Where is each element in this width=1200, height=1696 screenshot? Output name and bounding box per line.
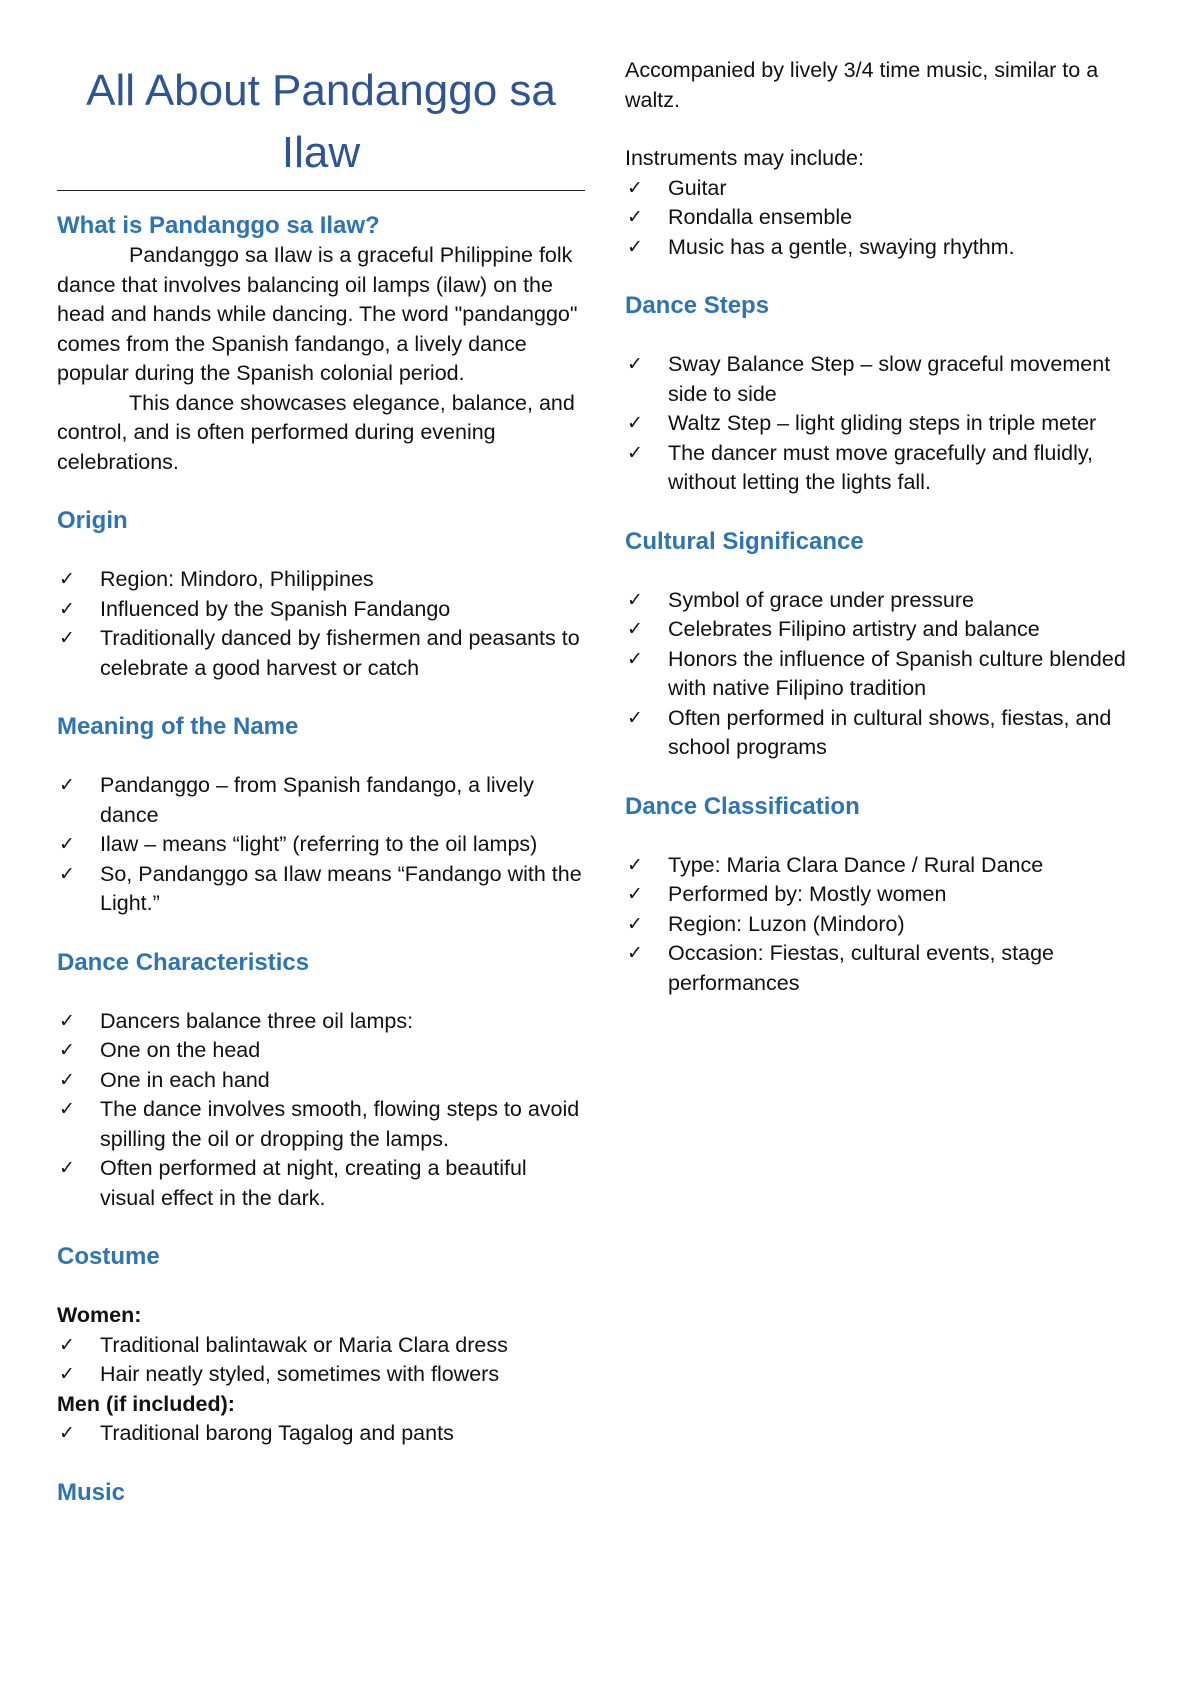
checkmark-icon: ✓ xyxy=(59,1157,75,1179)
checkmark-icon: ✓ xyxy=(627,206,643,228)
list-item xyxy=(625,645,1145,704)
costume-men-list xyxy=(57,1419,585,1449)
checkmark-icon: ✓ xyxy=(627,706,643,729)
list-item-text: So, Pandanggo sa Ilaw means “Fandango with the Light.” xyxy=(100,861,582,915)
checkmark-icon: ✓ xyxy=(59,1098,75,1120)
list-item xyxy=(57,1036,585,1066)
left-column xyxy=(57,0,585,1508)
list-item xyxy=(57,1095,585,1154)
what-paragraph-1: Pandanggo sa Ilaw is a graceful Philippine folk dance that involves balancing oil lamps (ilaw) on the head and hands while dancing. The word "pandanggo" comes from the Spanish fandango, a lively dance popular during the Spanish colonial period. xyxy=(57,243,578,385)
heading-dance-classification: Dance Classification xyxy=(625,792,860,820)
list-item xyxy=(57,1066,585,1096)
list-item-text: Pandanggo – from Spanish fandango, a lively dance xyxy=(100,773,534,827)
list-item xyxy=(625,851,1145,881)
checkmark-icon: ✓ xyxy=(59,597,75,620)
heading-meaning: Meaning of the Name xyxy=(57,713,299,740)
checkmark-icon: ✓ xyxy=(627,235,643,258)
costume-women-label: Women: xyxy=(57,1303,142,1327)
checkmark-icon: ✓ xyxy=(627,412,643,434)
classification-list xyxy=(625,851,1145,999)
checkmark-icon: ✓ xyxy=(627,618,643,640)
list-item-text: Region: Luzon (Mindoro) xyxy=(668,911,905,936)
heading-costume: Costume xyxy=(57,1243,160,1270)
characteristics-list xyxy=(57,1007,585,1214)
list-item-text: The dancer must move gracefully and fluidly, without letting the lights fall. xyxy=(668,440,1094,494)
list-item xyxy=(57,1419,585,1449)
checkmark-icon: ✓ xyxy=(59,862,75,885)
list-item xyxy=(57,1007,585,1037)
list-item xyxy=(57,771,585,830)
list-item-text: Region: Mindoro, Philippines xyxy=(100,567,374,591)
checkmark-icon: ✓ xyxy=(59,1068,75,1091)
list-item-text: Influenced by the Spanish Fandango xyxy=(100,596,451,621)
list-item xyxy=(625,615,1145,645)
checkmark-icon: ✓ xyxy=(627,912,643,935)
list-item xyxy=(57,1331,585,1361)
checkmark-icon: ✓ xyxy=(627,176,643,199)
heading-cultural-significance: Cultural Significance xyxy=(625,527,864,555)
checkmark-icon: ✓ xyxy=(627,441,643,464)
checkmark-icon: ✓ xyxy=(59,1333,75,1356)
music-intro: Accompanied by lively 3/4 time music, similar to a waltz. xyxy=(625,58,1099,112)
checkmark-icon: ✓ xyxy=(59,1039,75,1061)
significance-list xyxy=(625,586,1145,763)
list-item-text: Music has a gentle, swaying rhythm. xyxy=(668,234,1015,259)
list-item-text: One on the head xyxy=(100,1038,261,1062)
checkmark-icon: ✓ xyxy=(59,774,75,796)
checkmark-icon: ✓ xyxy=(59,627,75,649)
checkmark-icon: ✓ xyxy=(627,353,643,375)
list-item-text: Traditional balintawak or Maria Clara dress xyxy=(100,1332,508,1357)
checkmark-icon: ✓ xyxy=(59,1363,75,1385)
list-item-text: Symbol of grace under pressure xyxy=(668,587,974,612)
list-item-text: Traditionally danced by fishermen and peasants to celebrate a good harvest or catch xyxy=(100,626,580,680)
list-item xyxy=(625,910,1145,940)
list-item xyxy=(57,565,585,595)
list-item xyxy=(625,704,1145,763)
checkmark-icon: ✓ xyxy=(627,588,643,611)
list-item-text: Honors the influence of Spanish culture blended with native Filipino tradition xyxy=(668,646,1126,700)
list-item-text: Waltz Step – light gliding steps in triple meter xyxy=(668,411,1097,435)
list-item-text: Performed by: Mostly women xyxy=(668,882,947,906)
heading-characteristics: Dance Characteristics xyxy=(57,948,310,976)
checkmark-icon: ✓ xyxy=(59,1009,75,1032)
dance-steps-list xyxy=(625,350,1145,498)
list-item-text: Type: Maria Clara Dance / Rural Dance xyxy=(668,852,1044,877)
checkmark-icon: ✓ xyxy=(627,853,643,876)
right-column xyxy=(625,56,1145,998)
list-item-text: Occasion: Fiestas, cultural events, stage performances xyxy=(668,941,1054,995)
list-item xyxy=(57,830,585,860)
checkmark-icon: ✓ xyxy=(59,833,75,855)
list-item-text: Often performed at night, creating a beautiful visual effect in the dark. xyxy=(100,1156,527,1210)
list-item-text: Ilaw – means “light” (referring to the oil lamps) xyxy=(100,832,538,856)
instruments-label: Instruments may include: xyxy=(625,146,864,170)
instruments-list xyxy=(625,174,1145,263)
meaning-list xyxy=(57,771,585,919)
checkmark-icon: ✓ xyxy=(627,883,643,905)
list-item-text: The dance involves smooth, flowing steps to avoid spilling the oil or dropping the lamps. xyxy=(100,1097,580,1151)
list-item-text: Sway Balance Step – slow graceful movement side to side xyxy=(668,352,1111,406)
list-item-text: Dancers balance three oil lamps: xyxy=(100,1008,414,1033)
checkmark-icon: ✓ xyxy=(627,647,643,670)
checkmark-icon: ✓ xyxy=(59,1422,75,1444)
heading-origin: Origin xyxy=(57,507,128,534)
checkmark-icon: ✓ xyxy=(59,568,75,590)
list-item-text: Often performed in cultural shows, fiestas, and school programs xyxy=(668,705,1112,759)
list-item-text: One in each hand xyxy=(100,1067,270,1092)
list-item xyxy=(625,174,1145,204)
list-item xyxy=(57,624,585,683)
origin-list xyxy=(57,565,585,683)
list-item-text: Traditional barong Tagalog and pants xyxy=(100,1421,454,1445)
list-item xyxy=(625,203,1145,233)
list-item xyxy=(57,860,585,919)
list-item xyxy=(625,439,1145,498)
heading-dance-steps: Dance Steps xyxy=(625,292,770,319)
list-item-text: Rondalla ensemble xyxy=(668,205,853,229)
list-item-text: Guitar xyxy=(668,175,727,200)
list-item xyxy=(625,350,1145,409)
title-divider xyxy=(57,190,585,191)
heading-what-is: What is Pandanggo sa Ilaw? xyxy=(57,212,380,239)
heading-music: Music xyxy=(57,1478,126,1506)
costume-men-label: Men (if included): xyxy=(57,1391,235,1416)
list-item xyxy=(625,409,1145,439)
list-item xyxy=(57,595,585,625)
list-item xyxy=(57,1154,585,1213)
checkmark-icon: ✓ xyxy=(627,942,643,964)
list-item xyxy=(625,233,1145,263)
document-title: All About Pandanggo sa Ilaw xyxy=(86,66,556,177)
list-item xyxy=(625,880,1145,910)
list-item xyxy=(625,939,1145,998)
list-item-text: Hair neatly styled, sometimes with flowers xyxy=(100,1362,500,1386)
list-item xyxy=(625,586,1145,616)
what-paragraph-2: This dance showcases elegance, balance, and control, and is often performed during evening celebrations. xyxy=(57,390,575,474)
list-item-text: Celebrates Filipino artistry and balance xyxy=(668,617,1040,641)
costume-women-list xyxy=(57,1331,585,1390)
list-item xyxy=(57,1360,585,1390)
